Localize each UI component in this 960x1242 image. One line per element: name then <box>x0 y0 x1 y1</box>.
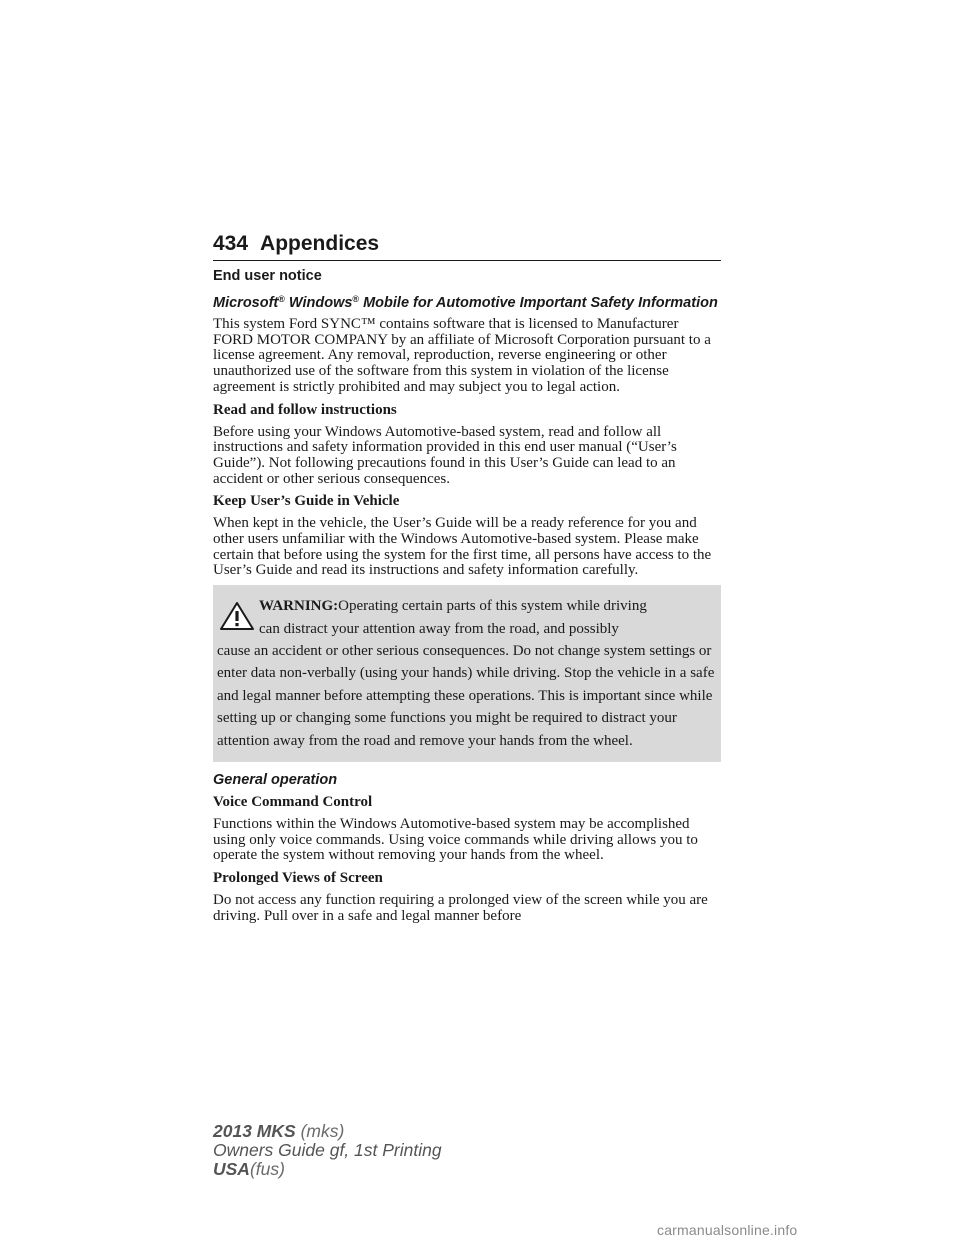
microsoft-safety-heading <box>213 291 721 311</box>
warning-triangle-icon <box>219 601 255 631</box>
read-follow-paragraph: Before using your Windows Automotive-based system, read and follow all instructions and safety information provided in this end user manual (“User’s Guide”). Not following precautions found in this User’s Guide can lead to an accident or other serious consequences. <box>213 423 677 487</box>
voice-command-paragraph: Functions within the Windows Automotive-based system may be accomplished using only voice commands. Using voice commands while driving allows you to operate the system without removing your hands from the wheel. <box>213 815 698 864</box>
ms-heading-part2: Windows <box>284 295 353 311</box>
warning-first-line <box>217 595 717 617</box>
footer-line3 <box>213 1160 442 1179</box>
ms-heading-part1: Microsoft <box>213 295 279 311</box>
intro-paragraph: This system Ford SYNC™ contains software that is licensed to Manufacturer FORD MOTOR COMPANY by an affiliate of Microsoft Corporation pursuant to a license agreement. Any removal, reproduction, reverse engineering or other unauthorized use of the software from this system in violation of the license agreement is strictly prohibited and may subject you to legal action. <box>213 316 711 395</box>
end-user-notice-heading: End user notice <box>213 268 322 284</box>
footer-model-code: (mks) <box>300 1121 345 1141</box>
prolonged-views-paragraph: Do not access any function requiring a prolonged view of the screen while you are driving. Pull over in a safe and legal manner before <box>213 892 708 924</box>
keep-guide-paragraph: When kept in the vehicle, the User’s Guide will be a ready reference for you and other users unfamiliar with the Windows Automotive-based system. Please make certain that before using the system for the first time, all persons have access to the User’s Guide and read its instructions and safety information carefully. <box>213 515 712 579</box>
warning-line1: Operating certain parts of this system while driving <box>338 598 647 615</box>
registered-mark: ® <box>352 294 360 304</box>
footer-line1 <box>213 1122 442 1141</box>
page-footer <box>213 1122 442 1179</box>
manual-page <box>213 0 721 1242</box>
footer-market-code: (fus) <box>249 1159 285 1179</box>
footer-model: 2013 MKS <box>213 1121 296 1141</box>
page-content <box>213 268 721 931</box>
registered-mark: ® <box>278 294 285 304</box>
page-number: 434 <box>213 232 249 255</box>
read-follow-heading: Read and follow instructions <box>213 401 397 418</box>
warning-box <box>213 585 721 762</box>
section-title: Appendices <box>260 232 380 255</box>
keep-guide-heading: Keep User’s Guide in Vehicle <box>213 493 400 510</box>
page-header <box>213 230 721 261</box>
warning-rest: cause an accident or other serious consequences. Do not change system settings or enter data non-verbally (using your hands) while driving. Stop the vehicle in a safe and legal manner before attempting these operations. This is important since while setting up or changing some functions you might be required to distract your attention away from the road and remove your hands from the wheel. <box>217 642 715 749</box>
warning-line2: can distract your attention away from the road, and possibly <box>259 620 619 637</box>
footer-market: USA <box>213 1159 250 1179</box>
general-operation-heading: General operation <box>213 771 338 788</box>
prolonged-views-heading: Prolonged Views of Screen <box>213 870 383 887</box>
watermark: carmanualsonline.info <box>657 1222 798 1238</box>
warning-label: WARNING: <box>259 598 339 615</box>
ms-heading-part3: Mobile for Automotive Important Safety Information <box>359 295 718 311</box>
voice-command-heading: Voice Command Control <box>213 793 373 810</box>
footer-line2: Owners Guide gf, 1st Printing <box>213 1140 442 1160</box>
